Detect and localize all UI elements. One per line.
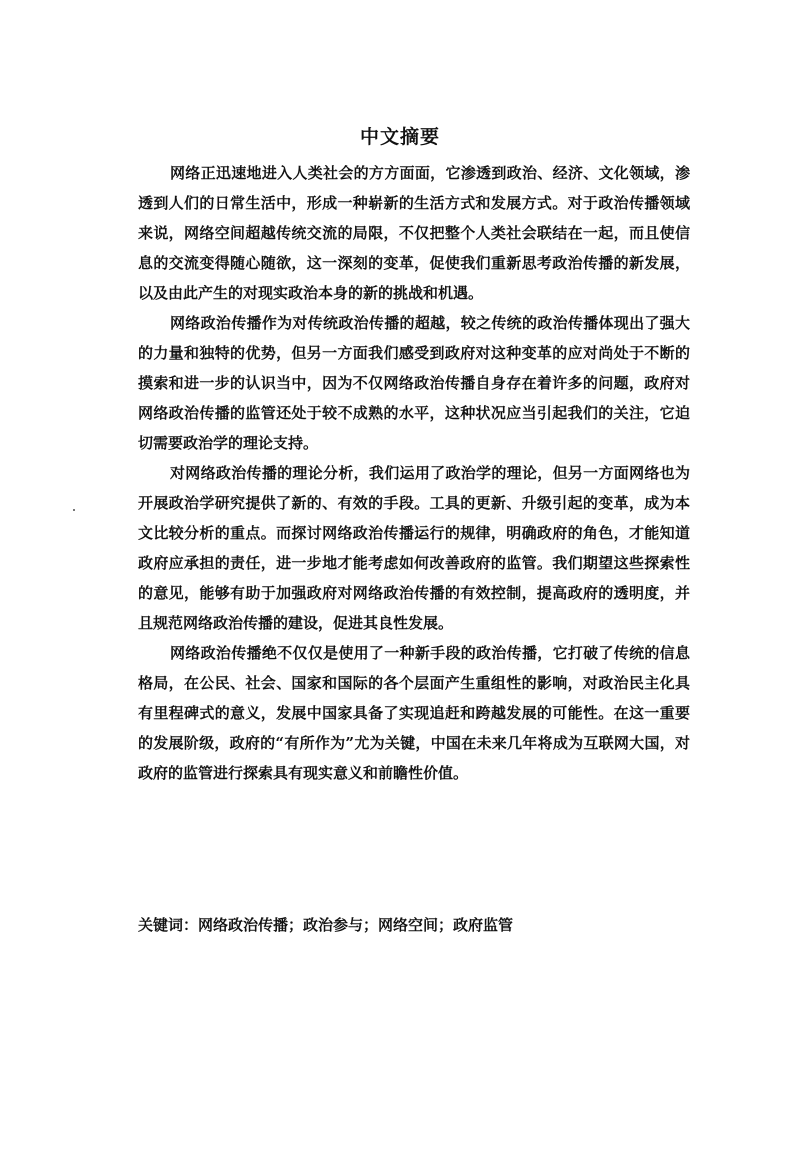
keywords-list: 网络政治传播；政治参与；网络空间；政府监管: [198, 916, 514, 934]
abstract-paragraph: 网络政治传播绝不仅仅是使用了一种新手段的政治传播，它打破了传统的信息格局，在公民、社会、国家和国际的各个层面产生重组性的影响，对政治民主化具有里程碑式的意义，发展中国家具备了实现追赶和跨越发展的可能性。在这一重要的发展阶级，政府的“有所作为”尤为关键，中国在未来几年将成为互联网大国，对政府的监管进行探索具有现实意义和前瞻性价值。: [138, 644, 690, 782]
abstract-paragraph: 对网络政治传播的理论分析，我们运用了政治学的理论，但另一方面网络也为开展政治学研究提供了新的、有效的手段。工具的更新、升级引起的变革，成为本文比较分析的重点。而探讨网络政治传播运行的规律，明确政府的角色，才能知道政府应承担的责任，进一步地才能考虑如何改善政府的监管。我们期望这些探索性的意见，能够有助于加强政府对网络政治传播的有效控制，提高政府的透明度，并且规范网络政治传播的建设，促进其良性发展。: [138, 464, 690, 632]
page-title: 中文摘要: [359, 126, 440, 148]
abstract-paragraph: 网络政治传播作为对传统政治传播的超越，较之传统的政治传播体现出了强大的力量和独特的优势，但另一方面我们感受到政府对这种变革的应对尚处于不断的摸索和进一步的认识当中，因为不仅网络政治传播自身存在着许多的问题，政府对网络政治传播的监管还处于较不成熟的水平，这种状况应当引起我们的关注，它迫切需要政治学的理论支持。: [138, 314, 690, 452]
abstract-body: [138, 158, 690, 788]
keywords-line: [138, 914, 513, 935]
keywords-label: 关键词：: [138, 916, 199, 934]
scan-speck: [73, 509, 75, 511]
abstract-paragraph: 网络正迅速地进入人类社会的方方面面，它渗透到政治、经济、文化领域，渗透到人们的日常生活中，形成一种崭新的生活方式和发展方式。对于政治传播领域来说，网络空间超越传统交流的局限，不仅把整个人类社会联结在一起，而且使信息的交流变得随心随欲，这一深刻的变革，促使我们重新思考政治传播的新发展，以及由此产生的对现实政治本身的新的挑战和机遇。: [138, 164, 690, 302]
